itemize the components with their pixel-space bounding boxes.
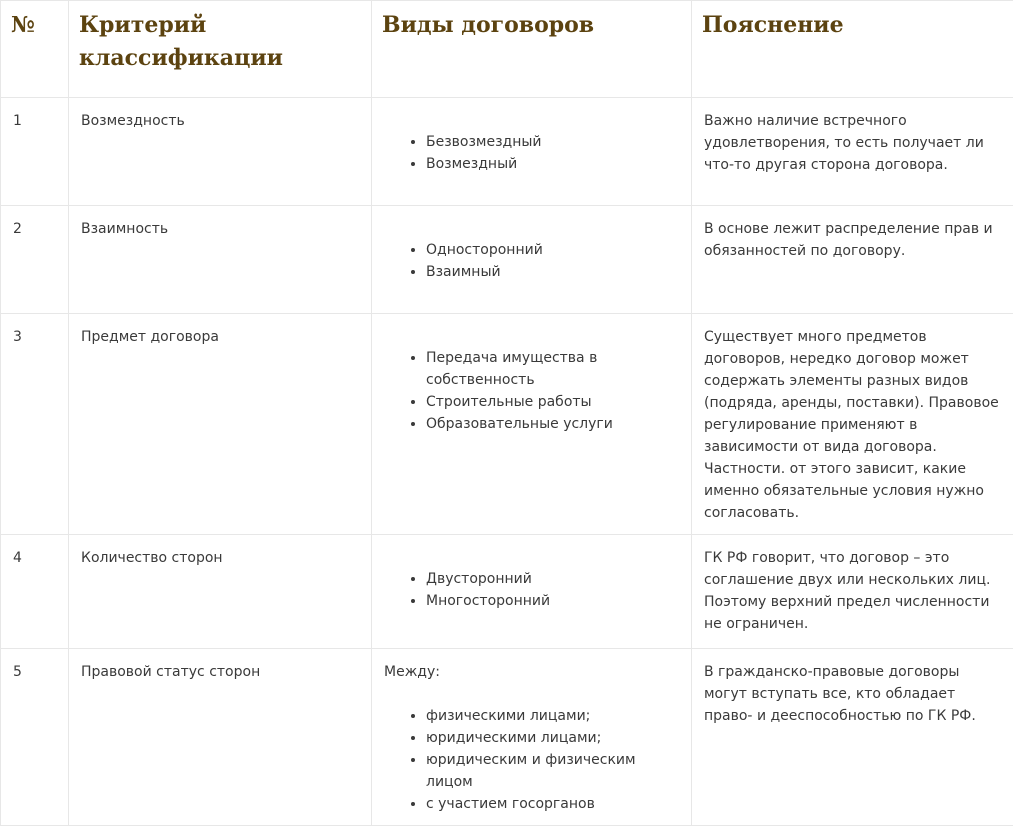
table-row (1, 98, 1013, 206)
row-explanation: В гражданско-правовые договоры могут вступать все, кто обладает право- и дееспособностью по ГК РФ. (692, 649, 1013, 826)
row-number: 2 (1, 206, 69, 314)
row-criterion: Правовой статус сторон (69, 649, 372, 826)
types-list (384, 347, 679, 435)
list-item: • Взаимный (426, 261, 679, 283)
list-item: • Многосторонний (426, 590, 679, 612)
table-header-row (1, 1, 1013, 98)
list-item: • юридическими лицами; (426, 727, 679, 749)
row-criterion: Предмет договора (69, 314, 372, 535)
list-item: • юридическим и физическим лицом (426, 749, 679, 793)
types-list (384, 568, 679, 612)
row-explanation: Существует много предметов договоров, нередко договор может содержать элементы разных видов (подряда, аренды, поставки). Правовое регулирование применяют в зависимости от вида договора. Частности. от этого зависит, какие именно обязательные условия нужно согласовать. (692, 314, 1013, 535)
types-list (384, 239, 679, 283)
header-explanation: Пояснение (692, 1, 1013, 98)
row-number: 4 (1, 535, 69, 649)
list-item: • Безвозмездный (426, 131, 679, 153)
types-list (384, 131, 679, 175)
row-criterion: Количество сторон (69, 535, 372, 649)
list-item: • Односторонний (426, 239, 679, 261)
header-types: Виды договоров (372, 1, 692, 98)
list-item: • Строительные работы (426, 391, 679, 413)
table-row (1, 535, 1013, 649)
row-explanation: Важно наличие встречного удовлетворения, то есть получает ли что-то другая сторона договора. (692, 98, 1013, 206)
row-types (372, 314, 692, 535)
list-item: • физическими лицами; (426, 705, 679, 727)
row-types (372, 649, 692, 826)
list-item: • Возмездный (426, 153, 679, 175)
row-criterion: Возмездность (69, 98, 372, 206)
row-explanation: В основе лежит распределение прав и обязанностей по договору. (692, 206, 1013, 314)
list-item: • Передача имущества в собственность (426, 347, 679, 391)
types-list (384, 705, 679, 815)
list-item: • с участием госорганов (426, 793, 679, 815)
row-types (372, 98, 692, 206)
row-types (372, 206, 692, 314)
row-number: 5 (1, 649, 69, 826)
header-criterion: Критерий классификации (69, 1, 372, 98)
header-number: № (1, 1, 69, 98)
list-item: • Образовательные услуги (426, 413, 679, 435)
row-criterion: Взаимность (69, 206, 372, 314)
table-row (1, 314, 1013, 535)
types-intro: Между: (384, 661, 679, 683)
row-types (372, 535, 692, 649)
row-number: 3 (1, 314, 69, 535)
row-explanation: ГК РФ говорит, что договор – это соглашение двух или нескольких лиц. Поэтому верхний предел численности не ограничен. (692, 535, 1013, 649)
table-row (1, 649, 1013, 826)
list-item: • Двусторонний (426, 568, 679, 590)
row-number: 1 (1, 98, 69, 206)
table-row (1, 206, 1013, 314)
